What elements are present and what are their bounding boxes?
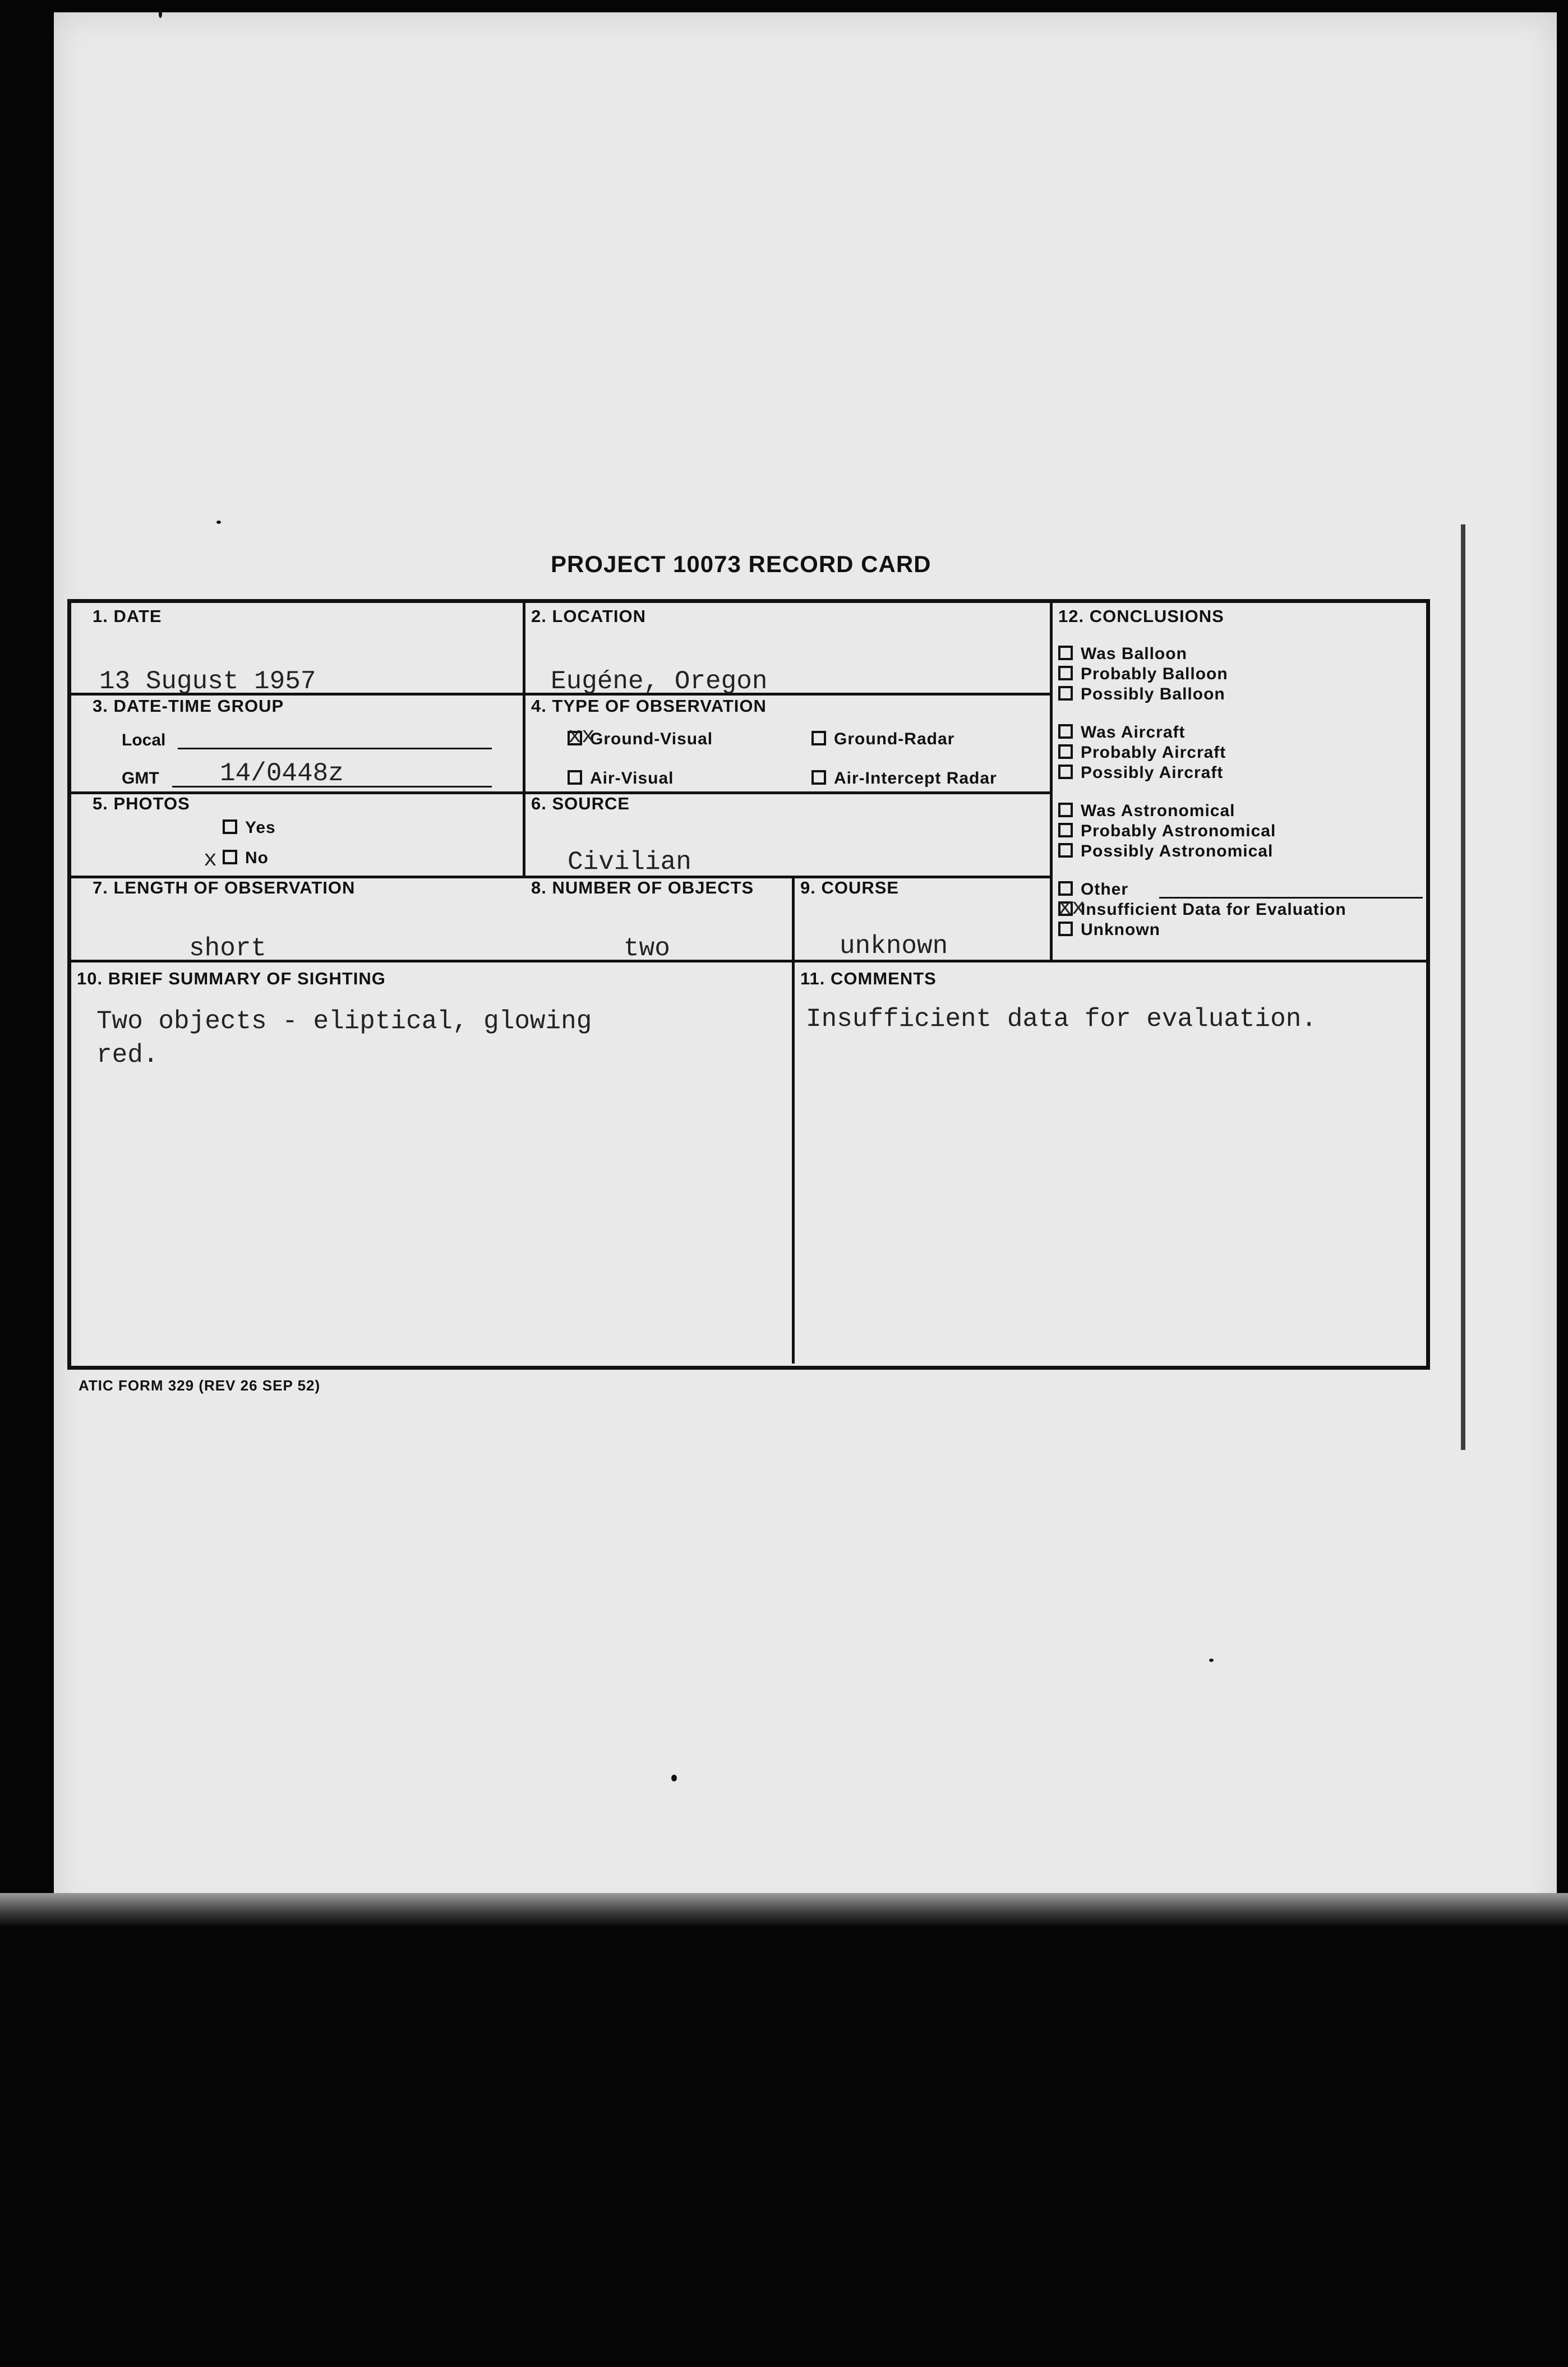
objects-value: two [624,934,670,963]
course-label: 9. COURSE [800,878,900,897]
checkbox-icon [223,819,237,834]
ink-speck [671,1775,677,1781]
objects-label: 8. NUMBER OF OBJECTS [531,878,754,897]
length-value: short [189,934,267,963]
comments-label: 11. COMMENTS [800,969,937,988]
conclusion-mark: xx [1058,896,1086,921]
record-card [67,599,1430,1370]
ink-speck [1209,1659,1214,1662]
sheet-bottom-edge [0,1893,1568,1927]
location-value: Eugéne, Oregon [551,667,768,696]
option-ground-radar: Ground-Radar [811,730,954,749]
photos-yes: Yes [223,818,276,837]
conclusion-probably-astronomical: Probably Astronomical [1058,822,1276,841]
checkbox-icon [223,850,237,864]
checkbox-icon [1058,744,1073,759]
conclusions-label: 12. CONCLUSIONS [1058,606,1224,626]
option-air-intercept-radar: Air-Intercept Radar [811,769,997,788]
checkbox-icon [811,770,826,785]
sheet-edge-shadow [1461,524,1465,1450]
date-label: 1. DATE [93,606,162,626]
dtg-label: 3. DATE-TIME GROUP [93,696,284,716]
checkbox-icon [1058,823,1073,837]
observation-mark: xx [568,724,596,749]
checkbox-icon [1058,724,1073,739]
checkbox-icon [1058,803,1073,817]
ink-speck [159,10,162,18]
divider [71,960,1426,963]
gmt-value: 14/0448z [220,759,344,788]
conclusion-probably-aircraft: Probably Aircraft [1058,743,1226,762]
summary-line-1: Two objects - eliptical, glowing [96,1007,592,1036]
summary-label: 10. BRIEF SUMMARY OF SIGHTING [77,969,386,988]
observation-label: 4. TYPE OF OBSERVATION [531,696,767,716]
photos-mark: x [204,848,218,873]
local-line [178,748,492,749]
checkbox-icon [1058,646,1073,660]
conclusion-other: Other [1058,880,1128,899]
summary-line-2: red. [96,1040,159,1070]
divider [523,603,525,876]
conclusion-possibly-astronomical: Possibly Astronomical [1058,842,1273,861]
option-ground-visual: Ground-Visual [568,730,713,749]
source-label: 6. SOURCE [531,794,630,813]
checkbox-icon [1058,666,1073,680]
divider [792,876,795,960]
conclusion-was-aircraft: Was Aircraft [1058,723,1186,742]
location-label: 2. LOCATION [531,606,647,626]
checkbox-icon [568,770,582,785]
checkbox-icon [1058,922,1073,936]
other-line [1159,897,1423,899]
divider [1050,603,1053,960]
ink-speck [216,521,221,524]
conclusion-probably-balloon: Probably Balloon [1058,665,1228,684]
date-value: 13 Sugust 1957 [99,667,316,696]
local-label: Local [122,731,166,749]
checkbox-icon [1058,765,1073,779]
comments-value: Insufficient data for evaluation. [806,1005,1317,1034]
photos-no: No [223,849,269,868]
checkbox-icon [1058,881,1073,896]
gmt-label: GMT [122,769,159,788]
course-value: unknown [840,932,948,961]
conclusion-was-balloon: Was Balloon [1058,644,1187,664]
conclusion-was-astronomical: Was Astronomical [1058,802,1235,821]
checkbox-icon [1058,686,1073,701]
conclusion-possibly-balloon: Possibly Balloon [1058,685,1225,704]
form-number: ATIC FORM 329 (REV 26 SEP 52) [79,1377,321,1394]
length-label: 7. LENGTH OF OBSERVATION [93,878,356,897]
checkbox-icon [1058,843,1073,858]
source-value: Civilian [568,848,691,877]
checkbox-icon [811,731,826,745]
conclusion-possibly-aircraft: Possibly Aircraft [1058,763,1223,782]
conclusion-insufficient-data: Insufficient Data for Evaluation [1058,900,1346,919]
option-air-visual: Air-Visual [568,769,674,788]
card-title: PROJECT 10073 RECORD CARD [551,551,931,577]
photos-label: 5. PHOTOS [93,794,190,813]
conclusion-unknown: Unknown [1058,920,1160,940]
